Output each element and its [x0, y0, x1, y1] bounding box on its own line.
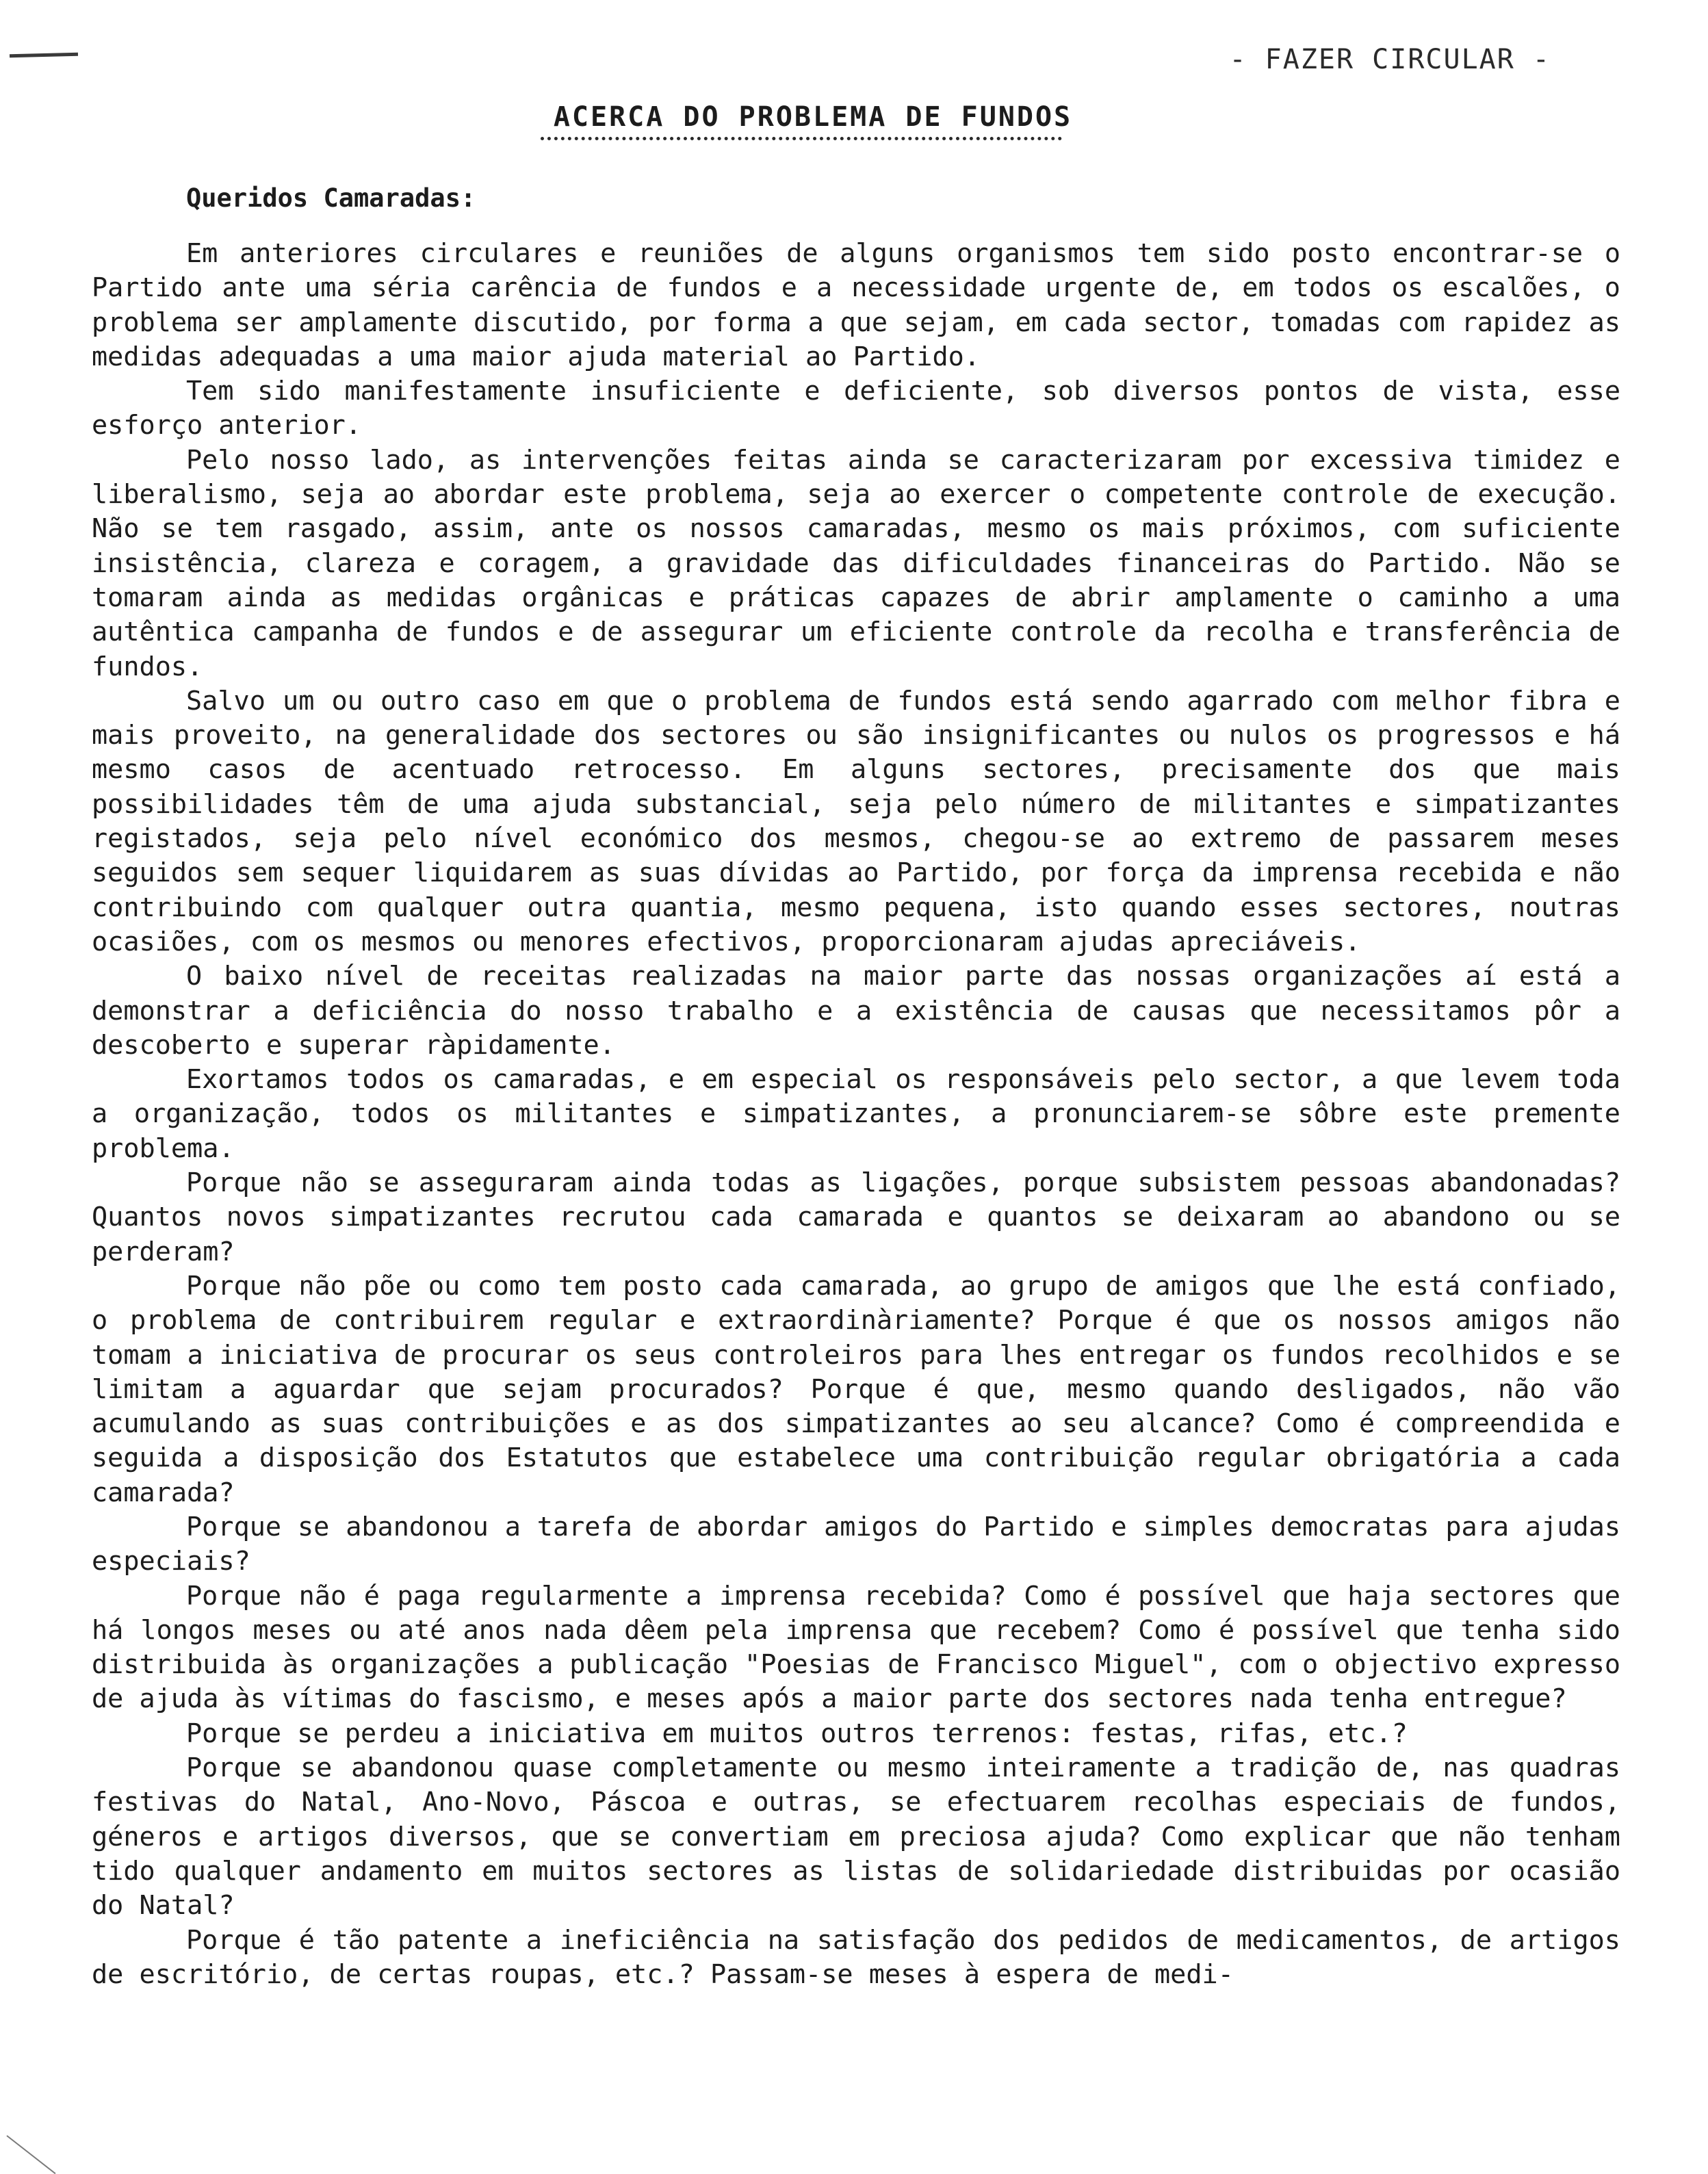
scan-corner-mark	[6, 2135, 55, 2174]
paragraph: O baixo nível de receitas realizadas na maior parte das nossas organizações aí está a demonstrar a deficiência do nosso trabalho e a existência de causas que necessitamos pôr a descoberto e superar ràpidamente.	[92, 961, 1620, 1061]
letter-body	[92, 237, 1620, 1992]
paragraph: Porque é tão patente a ineficiência na satisfação dos pedidos de medicamentos, de artigos de escritório, de certas roupas, etc.? Passam-se meses à espera de medi-	[92, 1924, 1620, 1990]
paragraph: Tem sido manifestamente insuficiente e deficiente, sob diversos pontos de vista, esse esforço anterior.	[92, 376, 1620, 441]
scan-mark	[10, 53, 78, 58]
paragraph: Porque não é paga regularmente a imprensa recebida? Como é possível que haja sectores que há longos meses ou até anos nada dêem pela imprensa que recebem? Como é possível que tenha sido distribuida às organizações a publicação "Poesias de Francisco Miguel", com o objectivo expresso de ajuda às vítimas do fascismo, e meses após a maior parte dos sectores nada tenha entregue?	[92, 1580, 1620, 1715]
paragraph: Porque se abandonou quase completamente ou mesmo inteiramente a tradição de, nas quadras festivas do Natal, Ano-Novo, Páscoa e outras, se efectuarem recolhas especiais de fundos, géneros e artigos diversos, que se convertiam em preciosa ajuda? Como explicar que não tenham tido qualquer andamento em muitos sectores as listas de solidariedade distribuidas por ocasião do Natal?	[92, 1752, 1620, 1921]
paragraph: Porque se perdeu a iniciativa em muitos outros terrenos: festas, rifas, etc.?	[186, 1718, 1408, 1749]
paragraph: Porque se abandonou a tarefa de abordar amigos do Partido e simples democratas para ajudas especiais?	[92, 1511, 1620, 1577]
salutation: Queridos Camaradas:	[186, 183, 476, 213]
paragraph: Em anteriores circulares e reuniões de alguns organismos tem sido posto encontrar-se o Partido ante uma séria carência de fundos e a necessidade urgente de, em todos os escalões, o problema ser amplamente discutido, por forma a que sejam, em cada sector, tomadas com rapidez as medidas adequadas a uma maior ajuda material ao Partido.	[92, 238, 1620, 372]
paragraph: Porque não põe ou como tem posto cada camarada, ao grupo de amigos que lhe está confiado, o problema de contribuirem regular e extraordinàriamente? Porque é que os nossos amigos não tomam a iniciativa de procurar os seus controleiros para lhes entregar os fundos recolhidos e se limitam a aguardar que sejam procurados? Porque é que, mesmo quando desligados, não vão acumulando as suas contribuições e as dos simpatizantes ao seu alcance? Como é compreendida e seguida a disposição dos Estatutos que estabelece uma contribuição regular obrigatória a cada camarada?	[92, 1270, 1620, 1508]
circular-label: - FAZER CIRCULAR -	[1229, 44, 1551, 75]
paragraph: Porque não se asseguraram ainda todas as ligações, porque subsistem pessoas abandonadas? Quantos novos simpatizantes recrutou cada camarada e quantos se deixaram ao abandono ou se perderam?	[92, 1167, 1620, 1267]
title-underline	[541, 137, 1062, 140]
paragraph: Pelo nosso lado, as intervenções feitas ainda se caracterizaram por excessiva timidez e liberalismo, seja ao abordar este problema, seja ao exercer o competente controle de execução. Não se tem rasgado, assim, ante os nossos camaradas, mesmo os mais próximos, com suficiente insistência, clareza e coragem, a gravidade das dificuldades financeiras do Partido. Não se tomaram ainda as medidas orgânicas e práticas capazes de abrir amplamente o caminho a uma autêntica campanha de fundos e de assegurar um eficiente controle da recolha e transferência de fundos.	[92, 444, 1620, 682]
paragraph: Salvo um ou outro caso em que o problema de fundos está sendo agarrado com melhor fibra e mais proveito, na generalidade dos sectores ou são insignificantes ou nulos os progressos e há mesmo casos de acentuado retrocesso. Em alguns sectores, precisamente dos que mais possibilidades têm de uma ajuda substancial, seja pelo número de militantes e simpatizantes registados, seja pelo nível económico dos mesmos, chegou-se ao extremo de passarem meses seguidos sem sequer liquidarem as suas dívidas ao Partido, por força da imprensa recebida e não contribuindo com qualquer outra quantia, mesmo pequena, isto quando esses sectores, noutras ocasiões, com os mesmos ou menores efectivos, proporcionaram ajudas apreciáveis.	[92, 685, 1620, 957]
paragraph: Exortamos todos os camaradas, e em especial os responsáveis pelo sector, a que levem toda a organização, todos os militantes e simpatizantes, a pronunciarem-se sôbre este premente problema.	[92, 1064, 1620, 1164]
document-title: ACERCA DO PROBLEMA DE FUNDOS	[553, 101, 1073, 133]
